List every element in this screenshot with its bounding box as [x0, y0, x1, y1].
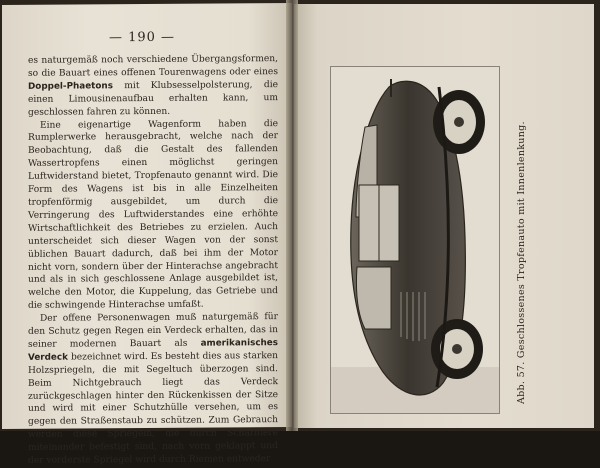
text-run: bezeichnet wird. Es besteht dies aus starken Holzspriegeln, die mit Segeltuch überzogen sind. Beim Nichtgebrauch liegt das Verdeck zurückgeschlagen hinter den Rückenkissen der Sitze und wird mit einer Schutzhülle versehen, um es gegen den Straßenstaub zu schützen. Zum Gebrauch werden diese Spriegeln, die durch Scharniere miteinander befestigt sind, nach vorn geklappt und der vorderste Spriegel wird durch Riemen entweder	[28, 350, 278, 466]
left-page	[2, 3, 292, 466]
bold-term: amerikanisches Verdeck	[28, 338, 278, 363]
figure-caption	[516, 64, 532, 404]
figure-caption-text: Abb. 57. Geschlossenes Tropfenauto mit Innenlenkung.	[516, 121, 527, 404]
bold-term: Doppel-Phaetons	[28, 81, 113, 92]
book-gutter	[286, 0, 298, 431]
text-run: Der offene Personenwagen muß naturgemäß für den Schutz gegen Regen ein Verdeck erhalten, das in seiner modernen Bauart als	[28, 312, 278, 350]
text-run: Eine eigenartige Wagenform haben die Rumplerwerke herausgebracht, welche nach der Beobachtung, daß die Gestalt des fallenden Wassertropfens einen möglichst geringen Luftwiderstand bietet, Tropfenauto genannt wird. Die Form des Wagens ist bis in alle Einzelheiten tropfenförmig ausgebildet, um durch die Verringerung des Luftwiderstandes eine erhöhte Wirtschaftlichkeit des Betriebes zu erzielen. Auch unterscheidet sich dieser Wagen von der sonst üblichen Bauart dadurch, daß bei ihm der Motor nicht vorn, sondern über der Hinterachse angebracht und als in sich geschlossene Anlage ausgebildet ist, welche den Motor, die Kuppelung, das Getriebe und die schwingende Hinterachse umfaßt.	[28, 118, 278, 312]
page-number: — 190 —	[108, 29, 176, 46]
text-run: mit Klubsesselpolsterung, die einen Limousinenaufbau erhalten kann, um geschlossen fahren zu können.	[28, 79, 278, 118]
paragraph	[28, 118, 278, 313]
car-illustration	[330, 66, 500, 414]
right-page	[294, 4, 594, 428]
body-text	[28, 53, 278, 468]
paragraph	[28, 53, 278, 119]
paragraph	[28, 311, 278, 468]
text-run: es naturgemäß noch verschiedene Übergangsformen, so die Bauart eines offenen Tourenwagens oder eines	[28, 54, 278, 79]
